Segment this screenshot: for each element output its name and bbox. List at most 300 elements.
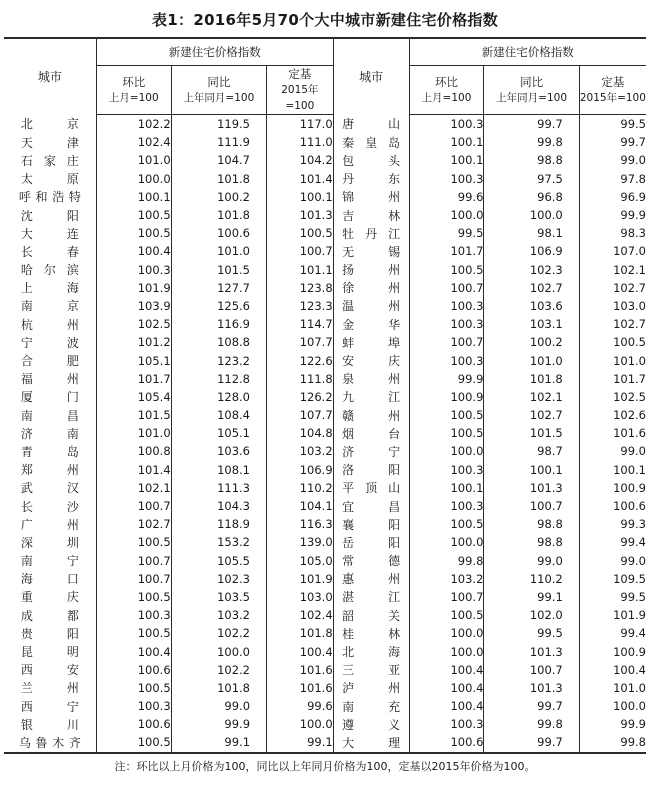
- city-name-left: 济南: [4, 424, 96, 442]
- value-base-left: 126.2: [267, 388, 334, 406]
- value-yoy-right: 102.7: [484, 279, 579, 297]
- value-yoy-left: 153.2: [171, 533, 266, 551]
- value-yoy-left: 100.6: [171, 224, 266, 242]
- city-name-right: 包头: [333, 151, 409, 169]
- value-yoy-left: 116.9: [171, 315, 266, 333]
- value-base-right: 96.9: [579, 188, 646, 206]
- city-name-right: 徐州: [333, 279, 409, 297]
- value-yoy-left: 102.3: [171, 570, 266, 588]
- city-name-left: 贵阳: [4, 624, 96, 642]
- value-base-right: 100.1: [579, 461, 646, 479]
- value-base-right: 98.3: [579, 224, 646, 242]
- value-yoy-right: 99.8: [484, 133, 579, 151]
- value-base-right: 109.5: [579, 570, 646, 588]
- value-base-left: 99.1: [267, 733, 334, 751]
- value-base-right: 102.7: [579, 315, 646, 333]
- city-name-left: 兰州: [4, 679, 96, 697]
- header-sub-mom-right-line1: 环比: [434, 75, 458, 89]
- value-yoy-right: 106.9: [484, 242, 579, 260]
- city-name-right: 三亚: [333, 661, 409, 679]
- header-sub-mom-left-line1: 环比: [122, 75, 146, 89]
- value-mom-left: 100.1: [137, 189, 171, 204]
- table-row: [4, 515, 646, 533]
- city-name-left: 福州: [4, 370, 96, 388]
- table-row: [4, 115, 646, 134]
- value-yoy-left: 108.8: [171, 333, 266, 351]
- value-base-left: 101.6: [267, 661, 334, 679]
- value-mom-left: 100.7: [137, 553, 171, 568]
- city-name-left: 长春: [4, 242, 96, 260]
- value-yoy-right: 101.3: [484, 479, 579, 497]
- value-mom-left: 100.6: [137, 717, 171, 732]
- city-name-right: 丹东: [333, 170, 409, 188]
- value-mom-right: 100.1: [450, 480, 484, 495]
- value-mom-left: 100.5: [137, 680, 171, 695]
- price-index-table: [4, 39, 646, 752]
- value-base-left: 100.5: [267, 224, 334, 242]
- value-base-left: 105.0: [267, 552, 334, 570]
- value-yoy-right: 99.7: [484, 733, 579, 751]
- value-base-left: 101.6: [267, 679, 334, 697]
- value-mom-left: 105.1: [137, 353, 171, 368]
- value-mom-right: 100.4: [450, 699, 484, 714]
- value-mom-right: 100.0: [450, 626, 484, 641]
- value-mom-right: 100.3: [450, 499, 484, 514]
- value-yoy-left: 99.9: [171, 715, 266, 733]
- value-yoy-left: 104.7: [171, 151, 266, 169]
- value-mom-right: 100.1: [450, 135, 484, 150]
- value-base-left: 104.2: [267, 151, 334, 169]
- value-base-left: 110.2: [267, 479, 334, 497]
- header-sub-mom-left-line2: 上月=100: [108, 92, 159, 104]
- value-base-left: 107.7: [267, 406, 334, 424]
- value-base-right: 99.0: [579, 442, 646, 460]
- city-name-left: 呼和浩特: [4, 188, 96, 206]
- value-mom-right: 101.7: [450, 244, 484, 259]
- value-yoy-left: 103.5: [171, 588, 266, 606]
- city-name-right: 泉州: [333, 370, 409, 388]
- value-yoy-left: 103.6: [171, 442, 266, 460]
- value-base-right: 103.0: [579, 297, 646, 315]
- city-name-right: 韶关: [333, 606, 409, 624]
- price-index-table-wrapper: [4, 37, 646, 754]
- table-row: [4, 461, 646, 479]
- table-row: [4, 133, 646, 151]
- city-name-right: 岳阳: [333, 533, 409, 551]
- city-name-right: 锦州: [333, 188, 409, 206]
- header-sub-yoy-right-line1: 同比: [520, 75, 544, 89]
- value-mom-right: 100.0: [450, 208, 484, 223]
- value-base-right: 100.9: [579, 479, 646, 497]
- value-yoy-left: 105.5: [171, 552, 266, 570]
- header-sub-mom-left: [96, 66, 171, 115]
- value-mom-left: 102.7: [137, 517, 171, 532]
- city-name-right: 九江: [333, 388, 409, 406]
- header-sub-yoy-left: [171, 66, 266, 115]
- value-base-right: 101.6: [579, 424, 646, 442]
- value-mom-left: 100.5: [137, 208, 171, 223]
- city-name-right: 金华: [333, 315, 409, 333]
- value-mom-right: 100.9: [450, 389, 484, 404]
- value-base-right: 101.7: [579, 370, 646, 388]
- value-mom-left: 100.5: [137, 226, 171, 241]
- value-base-right: 99.5: [579, 588, 646, 606]
- city-name-left: 南宁: [4, 552, 96, 570]
- value-base-left: 103.0: [267, 588, 334, 606]
- table-row: [4, 279, 646, 297]
- value-base-left: 101.4: [267, 170, 334, 188]
- city-name-right: 无锡: [333, 242, 409, 260]
- value-mom-left: 102.4: [137, 135, 171, 150]
- value-yoy-right: 100.7: [484, 497, 579, 515]
- value-mom-right: 100.5: [450, 408, 484, 423]
- value-yoy-right: 103.1: [484, 315, 579, 333]
- value-base-right: 97.8: [579, 170, 646, 188]
- value-base-right: 102.1: [579, 261, 646, 279]
- value-mom-right: 100.7: [450, 589, 484, 604]
- value-base-left: 101.9: [267, 570, 334, 588]
- value-base-left: 103.2: [267, 442, 334, 460]
- value-yoy-left: 99.0: [171, 697, 266, 715]
- table-row: [4, 406, 646, 424]
- header-sub-yoy-right: [484, 66, 579, 115]
- value-mom-left: 100.4: [137, 244, 171, 259]
- city-name-right: 平顶山: [333, 479, 409, 497]
- value-mom-left: 100.3: [137, 608, 171, 623]
- value-mom-right: 100.7: [450, 335, 484, 350]
- city-name-right: 秦皇岛: [333, 133, 409, 151]
- table-row: [4, 333, 646, 351]
- value-base-left: 99.6: [267, 697, 334, 715]
- value-base-left: 123.3: [267, 297, 334, 315]
- header-city-left: 城市: [4, 39, 96, 115]
- value-base-left: 139.0: [267, 533, 334, 551]
- value-base-right: 102.6: [579, 406, 646, 424]
- value-mom-right: 100.3: [450, 171, 484, 186]
- table-row: [4, 642, 646, 660]
- value-mom-right: 100.5: [450, 262, 484, 277]
- city-name-right: 惠州: [333, 570, 409, 588]
- value-base-right: 99.9: [579, 206, 646, 224]
- city-name-left: 郑州: [4, 461, 96, 479]
- city-name-right: 常德: [333, 552, 409, 570]
- value-mom-left: 102.5: [137, 317, 171, 332]
- value-mom-right: 100.1: [450, 153, 484, 168]
- value-yoy-left: 119.5: [171, 115, 266, 134]
- header-sub-base-left-line1: 定基: [288, 67, 312, 81]
- value-yoy-left: 108.1: [171, 461, 266, 479]
- value-yoy-left: 103.2: [171, 606, 266, 624]
- value-mom-left: 100.7: [137, 499, 171, 514]
- value-base-left: 101.1: [267, 261, 334, 279]
- value-mom-right: 100.5: [450, 517, 484, 532]
- value-yoy-left: 101.0: [171, 242, 266, 260]
- value-yoy-right: 97.5: [484, 170, 579, 188]
- value-base-left: 111.0: [267, 133, 334, 151]
- table-row: [4, 224, 646, 242]
- value-mom-right: 100.3: [450, 462, 484, 477]
- city-name-left: 合肥: [4, 351, 96, 369]
- table-row: [4, 188, 646, 206]
- city-name-right: 蚌埠: [333, 333, 409, 351]
- header-sub-mom-right-line2: 上月=100: [421, 92, 472, 104]
- header-sub-yoy-right-line2: 上年同月=100: [496, 92, 567, 104]
- value-mom-right: 100.5: [450, 426, 484, 441]
- value-mom-right: 100.0: [450, 444, 484, 459]
- value-mom-left: 100.5: [137, 626, 171, 641]
- value-base-left: 104.8: [267, 424, 334, 442]
- value-yoy-right: 100.7: [484, 661, 579, 679]
- value-mom-left: 100.7: [137, 571, 171, 586]
- value-yoy-right: 98.7: [484, 442, 579, 460]
- table-row: [4, 697, 646, 715]
- city-name-right: 遵义: [333, 715, 409, 733]
- value-mom-left: 101.4: [137, 462, 171, 477]
- page-title: 表1：2016年5月70个大中城市新建住宅价格指数: [152, 11, 498, 29]
- value-yoy-left: 101.8: [171, 679, 266, 697]
- value-yoy-right: 100.2: [484, 333, 579, 351]
- table-row: [4, 170, 646, 188]
- city-name-right: 襄阳: [333, 515, 409, 533]
- value-mom-right: 100.3: [450, 717, 484, 732]
- value-base-right: 99.0: [579, 552, 646, 570]
- value-mom-left: 102.1: [137, 480, 171, 495]
- value-base-right: 100.0: [579, 697, 646, 715]
- value-base-right: 99.0: [579, 151, 646, 169]
- header-row-sub: [4, 66, 646, 115]
- value-yoy-right: 98.8: [484, 533, 579, 551]
- value-yoy-right: 103.6: [484, 297, 579, 315]
- value-yoy-left: 104.3: [171, 497, 266, 515]
- table-header: [4, 39, 646, 115]
- city-name-left: 成都: [4, 606, 96, 624]
- value-base-right: 100.4: [579, 661, 646, 679]
- city-name-right: 济宁: [333, 442, 409, 460]
- value-yoy-left: 111.9: [171, 133, 266, 151]
- value-mom-right: 99.8: [457, 553, 484, 568]
- value-yoy-left: 102.2: [171, 624, 266, 642]
- value-base-right: 99.8: [579, 733, 646, 751]
- city-name-left: 重庆: [4, 588, 96, 606]
- value-base-left: 111.8: [267, 370, 334, 388]
- value-mom-right: 100.3: [450, 353, 484, 368]
- value-yoy-left: 101.8: [171, 170, 266, 188]
- city-name-left: 青岛: [4, 442, 96, 460]
- value-yoy-right: 100.1: [484, 461, 579, 479]
- value-yoy-left: 100.2: [171, 188, 266, 206]
- value-yoy-left: 111.3: [171, 479, 266, 497]
- city-name-left: 厦门: [4, 388, 96, 406]
- value-mom-right: 100.0: [450, 644, 484, 659]
- value-base-right: 99.5: [579, 115, 646, 134]
- value-yoy-left: 125.6: [171, 297, 266, 315]
- value-mom-left: 100.6: [137, 662, 171, 677]
- table-row: [4, 679, 646, 697]
- value-yoy-right: 99.5: [484, 624, 579, 642]
- value-base-left: 122.6: [267, 351, 334, 369]
- value-base-right: 101.9: [579, 606, 646, 624]
- value-mom-left: 100.5: [137, 589, 171, 604]
- value-yoy-left: 108.4: [171, 406, 266, 424]
- value-base-right: 101.0: [579, 679, 646, 697]
- value-base-left: 101.8: [267, 624, 334, 642]
- value-yoy-right: 96.8: [484, 188, 579, 206]
- value-mom-left: 103.9: [137, 298, 171, 313]
- value-base-right: 102.5: [579, 388, 646, 406]
- value-yoy-right: 99.7: [484, 697, 579, 715]
- table-row: [4, 661, 646, 679]
- table-row: [4, 206, 646, 224]
- value-yoy-right: 101.3: [484, 679, 579, 697]
- value-mom-left: 100.4: [137, 644, 171, 659]
- value-base-right: 102.7: [579, 279, 646, 297]
- value-mom-left: 100.5: [137, 735, 171, 750]
- value-yoy-left: 101.5: [171, 261, 266, 279]
- city-name-left: 深圳: [4, 533, 96, 551]
- value-base-left: 107.7: [267, 333, 334, 351]
- table-row: [4, 497, 646, 515]
- value-base-left: 100.7: [267, 242, 334, 260]
- value-mom-left: 100.0: [137, 171, 171, 186]
- header-sub-base-left-line2: 2015年=100: [281, 84, 319, 112]
- value-yoy-right: 98.8: [484, 151, 579, 169]
- value-base-right: 99.9: [579, 715, 646, 733]
- value-mom-right: 100.3: [450, 317, 484, 332]
- header-sub-base-right: [579, 66, 646, 115]
- table-row: [4, 388, 646, 406]
- value-base-left: 104.1: [267, 497, 334, 515]
- city-name-left: 杭州: [4, 315, 96, 333]
- value-base-left: 100.1: [267, 188, 334, 206]
- city-name-right: 牡丹江: [333, 224, 409, 242]
- value-base-left: 117.0: [267, 115, 334, 134]
- header-sub-base-right-line1: 定基: [601, 75, 625, 89]
- table-row: [4, 552, 646, 570]
- value-base-right: 100.5: [579, 333, 646, 351]
- city-name-left: 银川: [4, 715, 96, 733]
- city-name-left: 南昌: [4, 406, 96, 424]
- city-name-left: 海口: [4, 570, 96, 588]
- value-yoy-left: 100.0: [171, 642, 266, 660]
- value-base-right: 99.4: [579, 533, 646, 551]
- table-row: [4, 733, 646, 751]
- city-name-right: 南充: [333, 697, 409, 715]
- value-yoy-right: 102.3: [484, 261, 579, 279]
- value-mom-right: 103.2: [450, 571, 484, 586]
- value-mom-right: 100.5: [450, 608, 484, 623]
- value-mom-left: 102.2: [137, 117, 171, 132]
- table-row: [4, 624, 646, 642]
- value-yoy-right: 102.1: [484, 388, 579, 406]
- value-mom-left: 101.9: [137, 280, 171, 295]
- city-name-left: 南京: [4, 297, 96, 315]
- city-name-left: 北京: [4, 115, 96, 134]
- value-base-right: 107.0: [579, 242, 646, 260]
- value-mom-left: 100.3: [137, 262, 171, 277]
- value-yoy-left: 101.8: [171, 206, 266, 224]
- table-row: [4, 297, 646, 315]
- value-yoy-right: 102.0: [484, 606, 579, 624]
- table-row: [4, 151, 646, 169]
- value-yoy-right: 110.2: [484, 570, 579, 588]
- city-name-left: 宁波: [4, 333, 96, 351]
- value-mom-right: 100.7: [450, 280, 484, 295]
- city-name-left: 哈尔滨: [4, 261, 96, 279]
- table-row: [4, 588, 646, 606]
- city-name-right: 温州: [333, 297, 409, 315]
- city-name-left: 西宁: [4, 697, 96, 715]
- city-name-right: 赣州: [333, 406, 409, 424]
- city-name-right: 北海: [333, 642, 409, 660]
- value-mom-left: 101.2: [137, 335, 171, 350]
- value-mom-right: 100.0: [450, 535, 484, 550]
- header-sub-base-left: [267, 66, 334, 115]
- city-name-left: 大连: [4, 224, 96, 242]
- city-name-right: 吉林: [333, 206, 409, 224]
- value-base-right: 99.7: [579, 133, 646, 151]
- city-name-left: 广州: [4, 515, 96, 533]
- table-row: [4, 242, 646, 260]
- table-note: 注：环比以上月价格为100，同比以上年同月价格为100，定基以2015年价格为100。: [114, 759, 536, 773]
- city-name-left: 沈阳: [4, 206, 96, 224]
- city-name-right: 扬州: [333, 261, 409, 279]
- value-base-right: 100.6: [579, 497, 646, 515]
- header-city-right: 城市: [333, 39, 409, 115]
- value-mom-right: 99.6: [457, 189, 484, 204]
- header-sub-mom-right: [409, 66, 484, 115]
- value-yoy-right: 98.8: [484, 515, 579, 533]
- value-base-right: 100.9: [579, 642, 646, 660]
- city-name-left: 天津: [4, 133, 96, 151]
- value-yoy-right: 99.7: [484, 115, 579, 134]
- city-name-right: 湛江: [333, 588, 409, 606]
- city-name-right: 安庆: [333, 351, 409, 369]
- value-base-right: 101.0: [579, 351, 646, 369]
- value-yoy-left: 102.2: [171, 661, 266, 679]
- city-name-right: 唐山: [333, 115, 409, 134]
- header-sub-yoy-left-line1: 同比: [207, 75, 231, 89]
- header-group-left: 新建住宅价格指数: [96, 39, 333, 66]
- value-mom-right: 99.5: [457, 226, 484, 241]
- value-yoy-right: 99.0: [484, 552, 579, 570]
- value-yoy-right: 98.1: [484, 224, 579, 242]
- value-base-left: 106.9: [267, 461, 334, 479]
- value-mom-left: 101.0: [137, 153, 171, 168]
- value-mom-right: 100.6: [450, 735, 484, 750]
- table-row: [4, 442, 646, 460]
- value-base-left: 116.3: [267, 515, 334, 533]
- value-yoy-right: 101.0: [484, 351, 579, 369]
- value-base-right: 99.3: [579, 515, 646, 533]
- table-row: [4, 715, 646, 733]
- value-yoy-left: 112.8: [171, 370, 266, 388]
- value-base-left: 114.7: [267, 315, 334, 333]
- city-name-left: 西安: [4, 661, 96, 679]
- header-sub-base-right-line2: 2015年=100: [579, 92, 646, 104]
- value-yoy-right: 101.5: [484, 424, 579, 442]
- header-row-group: [4, 39, 646, 66]
- table-row: [4, 351, 646, 369]
- value-mom-right: 100.4: [450, 680, 484, 695]
- value-yoy-left: 128.0: [171, 388, 266, 406]
- value-yoy-right: 100.0: [484, 206, 579, 224]
- city-name-left: 昆明: [4, 642, 96, 660]
- value-mom-left: 101.5: [137, 408, 171, 423]
- value-yoy-right: 101.3: [484, 642, 579, 660]
- value-mom-left: 101.0: [137, 426, 171, 441]
- value-yoy-right: 102.7: [484, 406, 579, 424]
- city-name-right: 烟台: [333, 424, 409, 442]
